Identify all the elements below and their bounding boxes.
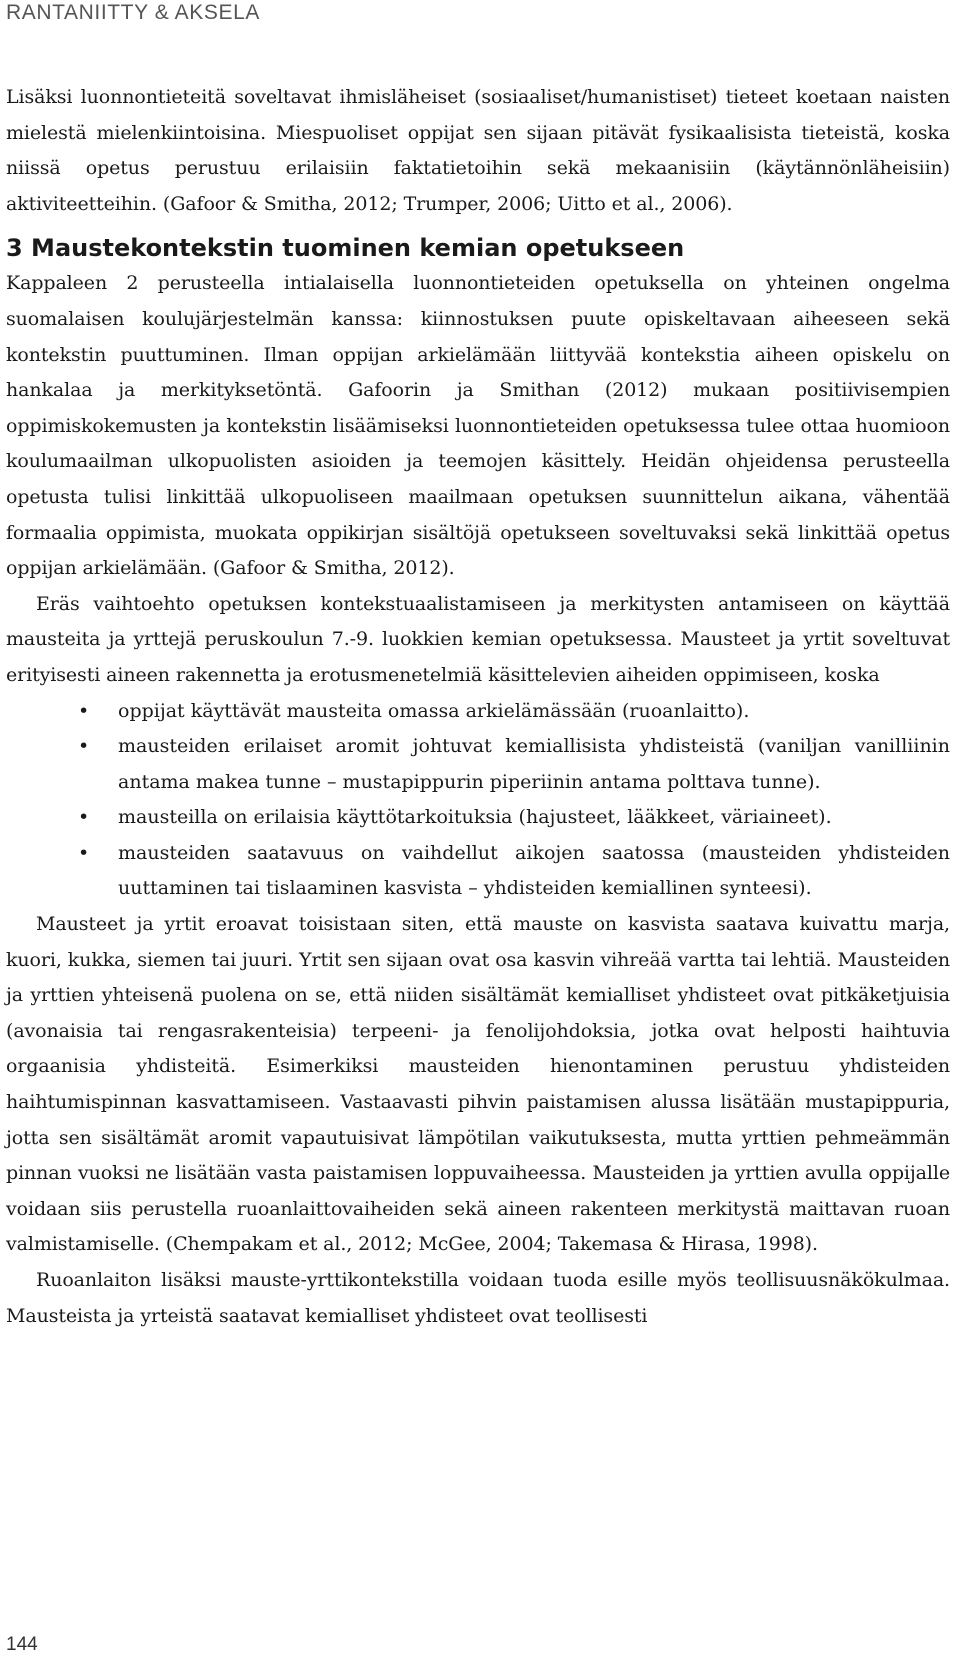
bullet-dot: • (78, 841, 90, 864)
running-header: RANTANIITTY & AKSELA (6, 1, 260, 24)
page-number: 144 (6, 1634, 38, 1655)
paragraph-2: Kappaleen 2 perusteella intialaisella luonnontieteiden opetuksella on yhteinen ongelma suomalaisen koulujärjestelmän kanssa: kiinnostuksen puute opiskeltavaan aiheeseen sekä kontekstin puuttuminen. Ilman oppijan arkielämään liittyvää kontekstia aiheen opiskelu on hankalaa ja merkityksetöntä. Gafoorin ja Smithan (2012) mukaan positiivisempien oppimiskokemusten ja kontekstin lisäämiseksi luonnontieteiden opetuksessa tulee ottaa huomioon koulumaailman ulkopuolisten asioiden ja teemojen käsittely. Heidän ohjeidensa perusteella opetusta tulisi linkittää ulkopuoliseen maailmaan opetuksen suunnittelun aikana, vähentää formaalia oppimista, muokata oppikirjan sisältöjä opetukseen soveltuvaksi sekä linkittää opetus oppijan arkielämään. (Gafoor & Smitha, 2012). (6, 272, 950, 580)
bullet-item (6, 729, 950, 800)
bullet-dot: • (78, 699, 90, 722)
bullet-list (6, 694, 950, 908)
paragraph-5: Ruoanlaiton lisäksi mauste-yrttikontekstilla voidaan tuoda esille myös teollisuusnäkökulmaa. Mausteista ja yrteistä saatavat kemialliset yhdisteet ovat teollisesti (6, 1269, 950, 1327)
page-body (6, 80, 950, 1334)
bullet-text: oppijat käyttävät mausteita omassa arkielämässään (ruoanlaitto). (118, 699, 750, 722)
bullet-item (6, 694, 950, 730)
bullet-dot: • (78, 806, 90, 829)
bullet-item (6, 836, 950, 907)
bullet-item (6, 800, 950, 836)
paragraph-3: Eräs vaihtoehto opetuksen kontekstuaalistamiseen ja merkitysten antamiseen on käyttää mausteita ja yrttejä peruskoulun 7.-9. luokkien kemian opetuksessa. Mausteet ja yrtit soveltuvat erityisesti aineen rakennetta ja erotusmenetelmiä käsittelevien aiheiden oppimiseen, koska (6, 592, 950, 686)
bullet-text: mausteiden erilaiset aromit johtuvat kemiallisista yhdisteistä (vaniljan vanilliinin antama makea tunne – mustapippurin piperiinin antama polttava tunne). (118, 735, 950, 793)
paragraph-1: Lisäksi luonnontieteitä soveltavat ihmisläheiset (sosiaaliset/humanistiset) tieteet koetaan naisten mielestä mielenkiintoisina. Miespuoliset oppijat sen sijaan pitävät fysikaalisista tieteistä, koska niissä opetus perustuu erilaisiin faktatietoihin sekä mekaanisiin (käytännönläheisiin) aktiviteetteihin. (Gafoor & Smitha, 2012; Trumper, 2006; Uitto et al., 2006). (6, 86, 950, 215)
paragraph-4: Mausteet ja yrtit eroavat toisistaan siten, että mauste on kasvista saatava kuivattu marja, kuori, kukka, siemen tai juuri. Yrtit sen sijaan ovat osa kasvin vihreää vartta tai lehtiä. Mausteiden ja yrttien yhteisenä puolena on se, että niiden sisältämät kemialliset yhdisteet ovat pitkäketjuisia (avonaisia tai rengasrakenteisia) terpeeni- ja fenolijohdoksia, jotka ovat helposti haihtuvia orgaanisia yhdisteitä. Esimerkiksi mausteiden hienontaminen perustuu yhdisteiden haihtumispinnan kasvattamiseen. Vastaavasti pihvin paistamisen alussa lisätään mustapippuria, jotta sen sisältämät aromit vapautuisivat lämpötilan vaikutuksesta, mutta yrttien pehmeämmän pinnan vuoksi ne lisätään vasta paistamisen loppuvaiheessa. Mausteiden ja yrttien avulla oppijalle voidaan siis perustella ruoanlaittovaiheiden sekä aineen rakenteen merkitystä maittavan ruoan valmistamiselle. (Chempakam et al., 2012; McGee, 2004; Takemasa & Hirasa, 1998). (6, 913, 950, 1256)
bullet-text: mausteiden saatavuus on vaihdellut aikojen saatossa (mausteiden yhdisteiden uuttaminen tai tislaaminen kasvista – yhdisteiden kemiallinen synteesi). (118, 841, 950, 900)
bullet-text: mausteilla on erilaisia käyttötarkoituksia (hajusteet, lääkkeet, väriaineet). (118, 806, 832, 829)
bullet-dot: • (78, 735, 90, 758)
section-heading: 3 Maustekontekstin tuominen kemian opetukseen (6, 234, 685, 263)
